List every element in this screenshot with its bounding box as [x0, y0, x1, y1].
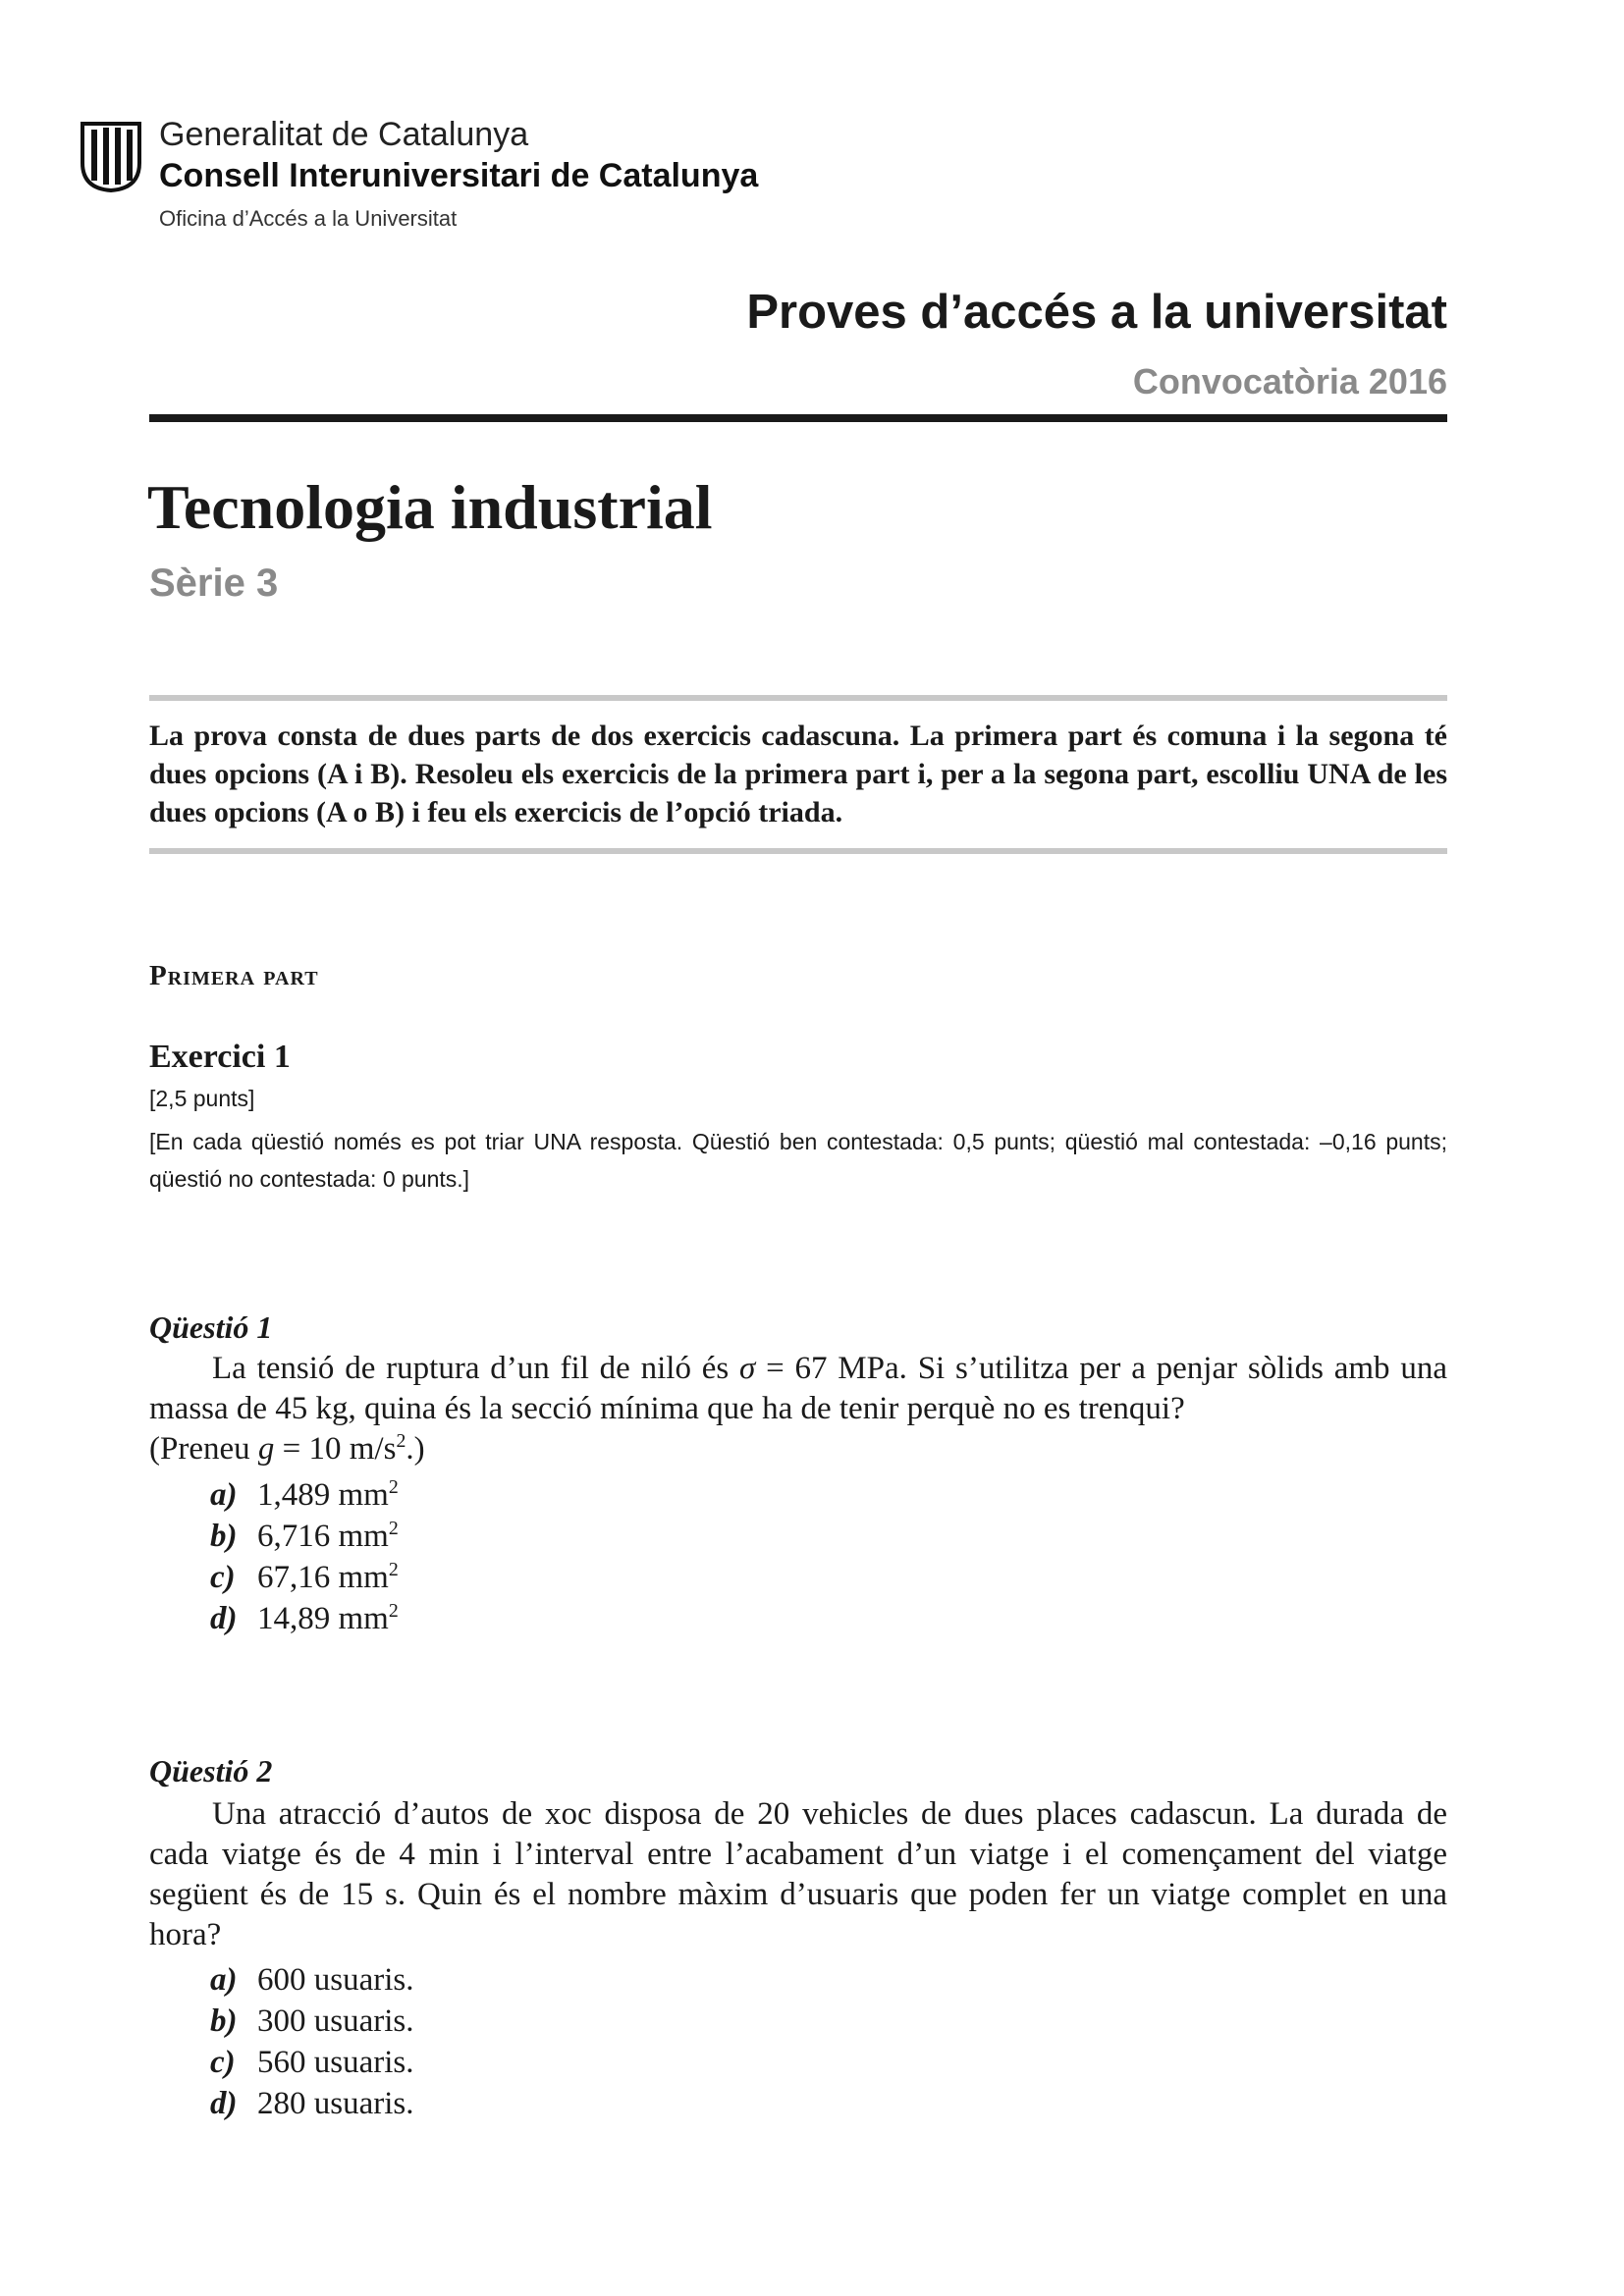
- exam-instructions: La prova consta de dues parts de dos exercicis cadascuna. La primera part és comuna i la segona té dues opcions (A i B). Resoleu els exercicis de la primera part i, per a la segona part, escolliu UNA de les dues opcions (A o B) i feu els exercicis de l’opció triada.: [149, 720, 1447, 828]
- org-name-office: Oficina d’Accés a la Universitat: [159, 206, 458, 231]
- question-1-option-b[interactable]: b) 6,716 $mm^2$: [210, 1518, 399, 1554]
- exercise-points: [2,5 punts]: [149, 1086, 255, 1111]
- org-name-council: Consell Interuniversitari de Catalunya: [159, 157, 759, 194]
- question-1-text-part: La tensió de ruptura d’un fil de niló és: [212, 1351, 740, 1386]
- question-2-title: Qüestió 2: [149, 1753, 273, 1789]
- instructions-bottom-divider: [149, 848, 1447, 854]
- question-1-title: Qüestió 1: [149, 1309, 273, 1345]
- institution-logo: [79, 116, 766, 234]
- question-2-option-b[interactable]: b) 300 usuaris.: [210, 2003, 414, 2039]
- exam-title: Proves d’accés a la universitat: [746, 286, 1447, 339]
- question-2-option-c[interactable]: c) 560 usuaris.: [210, 2045, 414, 2080]
- question-1-text-part: = 10 m/s: [274, 1431, 397, 1467]
- question-1-text-part: = 67 MPa. Si s’utilitza per a penjar sòlids amb una massa de 45 kg, quina és la secció mínima que ha de tenir perquè no es trenqui?: [149, 1351, 1447, 1426]
- gravity-symbol: g: [257, 1431, 275, 1467]
- question-1-option-a[interactable]: a) 1,489 $mm^2$: [210, 1476, 399, 1513]
- question-2-option-a[interactable]: a) 600 usuaris.: [210, 1962, 414, 1998]
- question-2-text-part: Una atracció d’autos de xoc disposa de 20 vehicles de dues places cadascun. La durada de cada viatge és de 4 min i l’interval entre l’acabament d’un viatge i el començament del viatge següent és de 15 s. Quin és el nombre màxim d’usuaris que poden fer un viatge complet en una hora?: [149, 1796, 1447, 1952]
- question-1-text-part: .): [406, 1431, 425, 1467]
- exponent: 2: [396, 1430, 406, 1452]
- exercise-title: Exercici 1: [149, 1039, 291, 1075]
- question-1-text-part: (Preneu: [149, 1431, 258, 1467]
- question-2-options: [210, 1959, 414, 2124]
- generalitat-emblem-icon: [79, 120, 143, 192]
- sigma-symbol: σ: [739, 1351, 756, 1386]
- subject-title: Tecnologia industrial: [147, 472, 713, 542]
- series-label: Sèrie 3: [149, 561, 279, 605]
- question-1-options: [210, 1474, 399, 1639]
- header-divider: [149, 414, 1447, 422]
- question-2-option-d[interactable]: d) 280 usuaris.: [210, 2086, 414, 2121]
- exercise-scoring-note: [En cada qüestió només es pot triar UNA resposta. Qüestió ben contestada: 0,5 punts; qüestió mal contestada: –0,16 punts; qüestió no contestada: 0 punts.]: [149, 1129, 1447, 1192]
- question-1-option-c[interactable]: c) 67,16 $mm^2$: [210, 1559, 399, 1595]
- exam-session: Convocatòria 2016: [1132, 361, 1447, 401]
- part-heading: Primera part: [149, 960, 319, 991]
- instructions-top-divider: [149, 695, 1447, 701]
- question-1-option-d[interactable]: d) 14,89 $mm^2$: [210, 1600, 399, 1636]
- question-2-text: [149, 1794, 1447, 1955]
- question-1-text: [149, 1349, 1447, 1469]
- org-name-generalitat: Generalitat de Catalunya: [159, 116, 529, 153]
